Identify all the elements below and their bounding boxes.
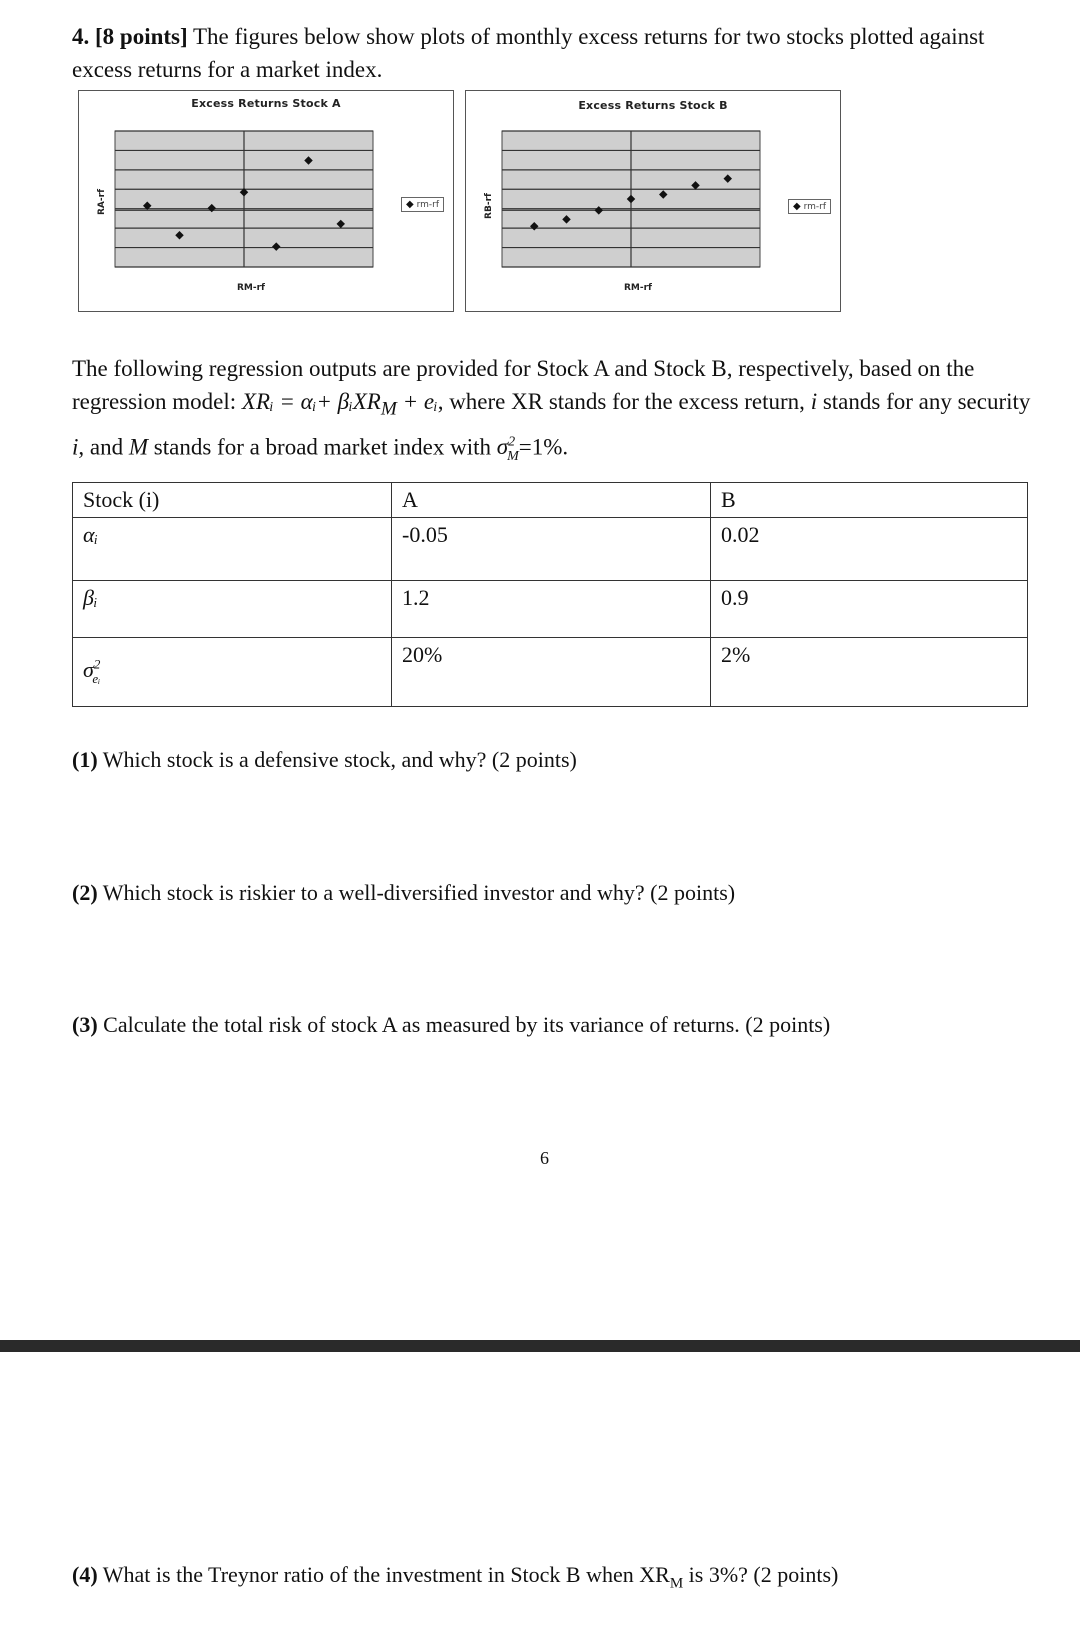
table-cell [73, 581, 392, 638]
para-text-4: , and [78, 434, 129, 460]
chart-b-title: Excess Returns Stock B [578, 99, 728, 112]
regression-table [72, 482, 1028, 707]
chart-b-legend [788, 199, 831, 214]
var-i: i [810, 389, 818, 414]
sigma-symbol: σ [496, 434, 509, 460]
market-variance [496, 434, 519, 464]
table-row [73, 638, 1028, 707]
chart-a-title: Excess Returns Stock A [191, 97, 341, 110]
para-text-3: stands for any security [817, 389, 1031, 414]
table-cell: 0.9 [711, 581, 1028, 638]
para-text-5: stands for a broad market index with [148, 434, 497, 460]
question-4-number: (4) [72, 1562, 98, 1587]
question-4-tail: is 3%? (2 points) [683, 1562, 839, 1587]
question-2-text: Which stock is riskier to a well-diversified investor and why? (2 points) [102, 880, 736, 905]
legend-marker-icon: ◆ [793, 201, 801, 212]
model-equation [241, 389, 438, 420]
question-3-number: (3) [72, 1012, 98, 1037]
question-2-number: (2) [72, 880, 98, 905]
question-points: [8 points] [95, 24, 188, 49]
model-tail: + eᵢ [396, 389, 438, 414]
chart-a-xlabel: RM-rf [237, 283, 265, 293]
sigma-symbol: σ [83, 657, 94, 683]
model-sub: M [380, 398, 397, 420]
chart-b-xlabel: RM-rf [624, 283, 652, 293]
question-1-number: (1) [72, 747, 98, 772]
table-cell [73, 638, 392, 707]
question-4-sub: M [669, 1575, 684, 1592]
question-1 [72, 745, 577, 775]
table-cell: 20% [392, 638, 711, 707]
para-text-6: =1%. [518, 434, 569, 460]
alpha-label: αᵢ [83, 522, 99, 547]
para-text-1: The following regression outputs are provided for Stock A and Stock B, respectively, based on the regression model: [72, 356, 975, 414]
question-3-text: Calculate the total risk of stock A as measured by its variance of returns. (2 points) [103, 1012, 831, 1037]
question-1-text: Which stock is a defensive stock, and why? (2 points) [102, 747, 577, 772]
chart-a-ylabel: RA-rf [97, 189, 107, 215]
model-main: XRᵢ = αᵢ+ βᵢXR [241, 389, 381, 414]
table-cell: -0.05 [392, 518, 711, 581]
table-cell [73, 518, 392, 581]
table-row [73, 581, 1028, 638]
chart-a-legend [401, 197, 444, 212]
sigma-sup: 2 [508, 434, 516, 450]
table-row [73, 518, 1028, 581]
chart-b-legend-label: rm-rf [803, 202, 827, 212]
table-cell: 0.02 [711, 518, 1028, 581]
chart-b-plot [466, 91, 840, 311]
table-header-cell: Stock (i) [73, 483, 392, 518]
chart-a-legend-label: rm-rf [416, 200, 440, 210]
table-header-cell: B [711, 483, 1028, 518]
sigma-sub: M [507, 448, 519, 464]
legend-marker-icon: ◆ [406, 199, 414, 210]
question-number: 4. [72, 24, 90, 49]
chart-stock-a [78, 90, 454, 312]
chart-stock-b [465, 90, 841, 312]
var-m: M [128, 434, 149, 460]
table-cell: 2% [711, 638, 1028, 707]
question-intro: The figures below show plots of monthly excess returns for two stocks plotted against excess returns for a market index. [72, 24, 985, 82]
question-4 [72, 1560, 838, 1598]
table-row [73, 483, 1028, 518]
question-2 [72, 878, 735, 908]
beta-label: βᵢ [83, 585, 98, 610]
chart-b-ylabel: RB-rf [483, 193, 494, 219]
question-header [72, 20, 1032, 86]
question-3 [72, 1010, 830, 1040]
sigma-sub: eᵢ [92, 670, 101, 686]
sigma-sup: 2 [93, 657, 101, 673]
chart-a-plot [79, 91, 453, 311]
table-cell: 1.2 [392, 581, 711, 638]
var-i-2: i [72, 434, 79, 460]
page-divider [0, 1340, 1080, 1352]
regression-paragraph [72, 352, 1032, 473]
question-4-text: What is the Treynor ratio of the investment in Stock B when XR [102, 1562, 670, 1587]
table-header-cell: A [392, 483, 711, 518]
residual-variance-label [83, 657, 101, 686]
page-number: 6 [540, 1148, 549, 1168]
para-text-2: , where XR stands for the excess return, [437, 389, 811, 414]
